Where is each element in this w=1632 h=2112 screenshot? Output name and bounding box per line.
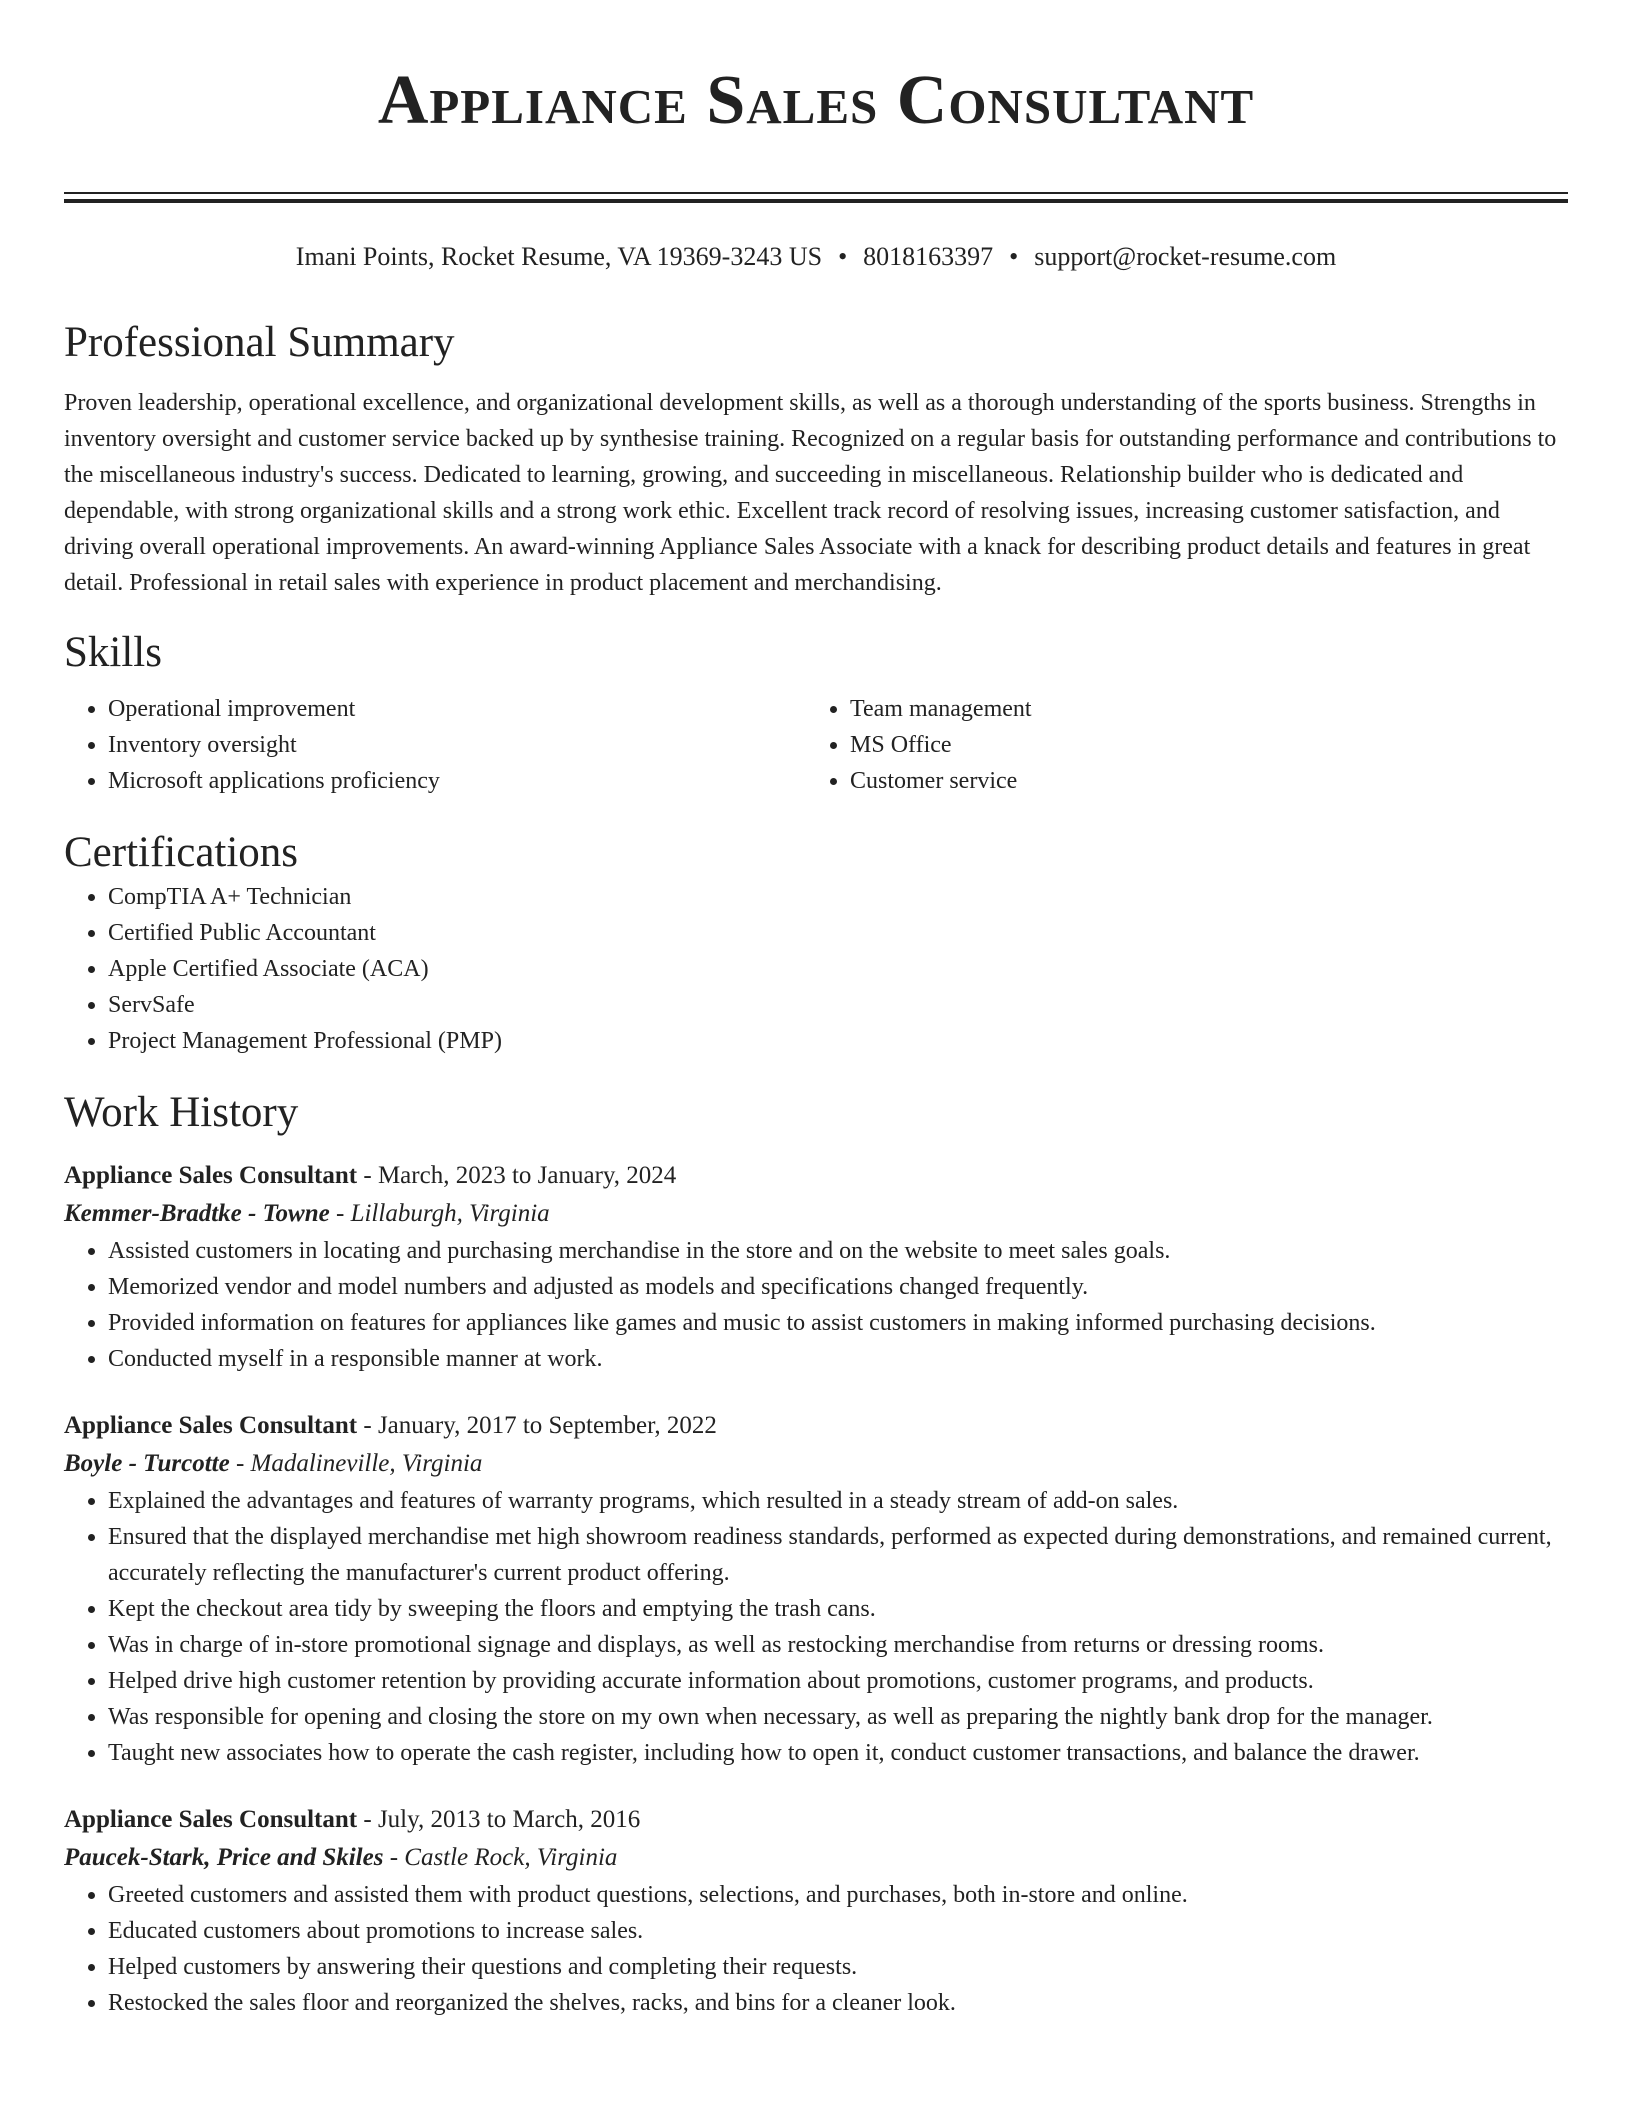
job-title-line: Appliance Sales Consultant - March, 2023 to January, 2024 bbox=[64, 1162, 677, 1189]
job-duty: • Provided information on features for appliances like games and music to assist customers in making informed purchasing decisions. bbox=[108, 1305, 1568, 1341]
contact-phone: 8018163397 bbox=[863, 242, 994, 271]
resume-title: Appliance Sales Consultant bbox=[377, 62, 1255, 139]
skill-item: • Operational improvement bbox=[108, 691, 806, 727]
job-role: Appliance Sales Consultant bbox=[64, 1412, 358, 1439]
job-duty: • Ensured that the displayed merchandise met high showroom readiness standards, performed as expected during demonstrations, and remained current, accurately reflecting the manufacturer's current product offering. bbox=[108, 1519, 1568, 1591]
job-company-line: Kemmer-Bradtke - Towne - Lillaburgh, Virginia bbox=[64, 1200, 550, 1227]
job-duty: • Helped customers by answering their questions and completing their requests. bbox=[108, 1949, 1568, 1985]
job-company: Paucek-Stark, Price and Skiles bbox=[64, 1844, 384, 1871]
job-company-line: Paucek-Stark, Price and Skiles - Castle Rock, Virginia bbox=[64, 1844, 618, 1871]
job-role: Appliance Sales Consultant bbox=[64, 1806, 358, 1833]
certification-item: • Project Management Professional (PMP) bbox=[108, 1023, 1568, 1059]
summary-heading: Professional Summary bbox=[64, 319, 455, 366]
job-entry bbox=[64, 1801, 1568, 2021]
job-duty: • Conducted myself in a responsible manner at work. bbox=[108, 1341, 1568, 1377]
job-company: Kemmer-Bradtke - Towne bbox=[64, 1200, 330, 1227]
job-location: Madalineville, Virginia bbox=[250, 1450, 483, 1477]
skills-list bbox=[64, 691, 1568, 799]
job-duties bbox=[64, 1877, 1568, 2021]
contact-separator: • bbox=[838, 242, 848, 271]
job-dates: March, 2023 to January, 2024 bbox=[377, 1162, 677, 1189]
job-duties bbox=[64, 1483, 1568, 1771]
job-dates: January, 2017 to September, 2022 bbox=[377, 1412, 717, 1439]
skill-item: • MS Office bbox=[850, 727, 1548, 763]
skills-column-left bbox=[64, 691, 806, 799]
title-divider bbox=[64, 192, 1568, 203]
skill-item: • Inventory oversight bbox=[108, 727, 806, 763]
contact-separator: • bbox=[1009, 242, 1019, 271]
skill-item: • Team management bbox=[850, 691, 1548, 727]
skills-heading: Skills bbox=[64, 629, 162, 676]
job-duty: • Educated customers about promotions to increase sales. bbox=[108, 1913, 1568, 1949]
contact-address: Imani Points, Rocket Resume, VA 19369-3243 US bbox=[295, 242, 823, 271]
job-dates: July, 2013 to March, 2016 bbox=[377, 1806, 641, 1833]
job-location: Lillaburgh, Virginia bbox=[350, 1200, 550, 1227]
contact-email: support@rocket-resume.com bbox=[1034, 242, 1337, 271]
job-title-line: Appliance Sales Consultant - July, 2013 to March, 2016 bbox=[64, 1806, 641, 1833]
job-duty: • Helped drive high customer retention by providing accurate information about promotions, customer programs, and products. bbox=[108, 1663, 1568, 1699]
skill-item: • Customer service bbox=[850, 763, 1548, 799]
job-entry bbox=[64, 1407, 1568, 1771]
certifications-heading: Certifications bbox=[64, 829, 299, 876]
job-entry bbox=[64, 1157, 1568, 1377]
certification-item: • Apple Certified Associate (ACA) bbox=[108, 951, 1568, 987]
skills-column-right bbox=[806, 691, 1548, 799]
certification-item: • CompTIA A+ Technician bbox=[108, 879, 1568, 915]
certification-item: • ServSafe bbox=[108, 987, 1568, 1023]
job-duties bbox=[64, 1233, 1568, 1377]
job-duty: • Explained the advantages and features of warranty programs, which resulted in a steady stream of add-on sales. bbox=[108, 1483, 1568, 1519]
contact-line bbox=[64, 241, 1568, 273]
job-company: Boyle - Turcotte bbox=[64, 1450, 230, 1477]
job-duty: • Greeted customers and assisted them with product questions, selections, and purchases, both in-store and online. bbox=[108, 1877, 1568, 1913]
job-duty: • Taught new associates how to operate the cash register, including how to open it, conduct customer transactions, and balance the drawer. bbox=[108, 1735, 1568, 1771]
job-duty: • Kept the checkout area tidy by sweeping the floors and emptying the trash cans. bbox=[108, 1591, 1568, 1627]
job-company-line: Boyle - Turcotte - Madalineville, Virginia bbox=[64, 1450, 483, 1477]
job-location: Castle Rock, Virginia bbox=[404, 1844, 618, 1871]
job-duty: • Memorized vendor and model numbers and adjusted as models and specifications changed frequently. bbox=[108, 1269, 1568, 1305]
job-title-line: Appliance Sales Consultant - January, 2017 to September, 2022 bbox=[64, 1412, 717, 1439]
job-duty: • Was in charge of in-store promotional signage and displays, as well as restocking merchandise from returns or dressing rooms. bbox=[108, 1627, 1568, 1663]
skill-item: • Microsoft applications proficiency bbox=[108, 763, 806, 799]
summary-text: Proven leadership, operational excellence, and organizational development skills, as well as a thorough understanding of the sports business. Strengths in inventory oversight and customer service backed up by synthesise training. Recognized on a regular basis for outstanding performance and contributions to the miscellaneous industry's success. Dedicated to learning, growing, and succeeding in miscellaneous. Relationship builder who is dedicated and dependable, with strong organizational skills and a strong work ethic. Excellent track record of resolving issues, increasing customer satisfaction, and driving overall operational improvements. An award-winning Appliance Sales Associate with a knack for describing product details and features in great detail. Professional in retail sales with experience in product placement and merchandising. bbox=[64, 390, 1557, 596]
job-duty: • Restocked the sales floor and reorganized the shelves, racks, and bins for a cleaner look. bbox=[108, 1985, 1568, 2021]
job-duty: • Assisted customers in locating and purchasing merchandise in the store and on the website to meet sales goals. bbox=[108, 1233, 1568, 1269]
work-history-heading: Work History bbox=[64, 1089, 299, 1136]
certification-item: • Certified Public Accountant bbox=[108, 915, 1568, 951]
job-duty: • Was responsible for opening and closing the store on my own when necessary, as well as preparing the nightly bank drop for the manager. bbox=[108, 1699, 1568, 1735]
job-role: Appliance Sales Consultant bbox=[64, 1162, 358, 1189]
certifications-list bbox=[64, 879, 1568, 1059]
